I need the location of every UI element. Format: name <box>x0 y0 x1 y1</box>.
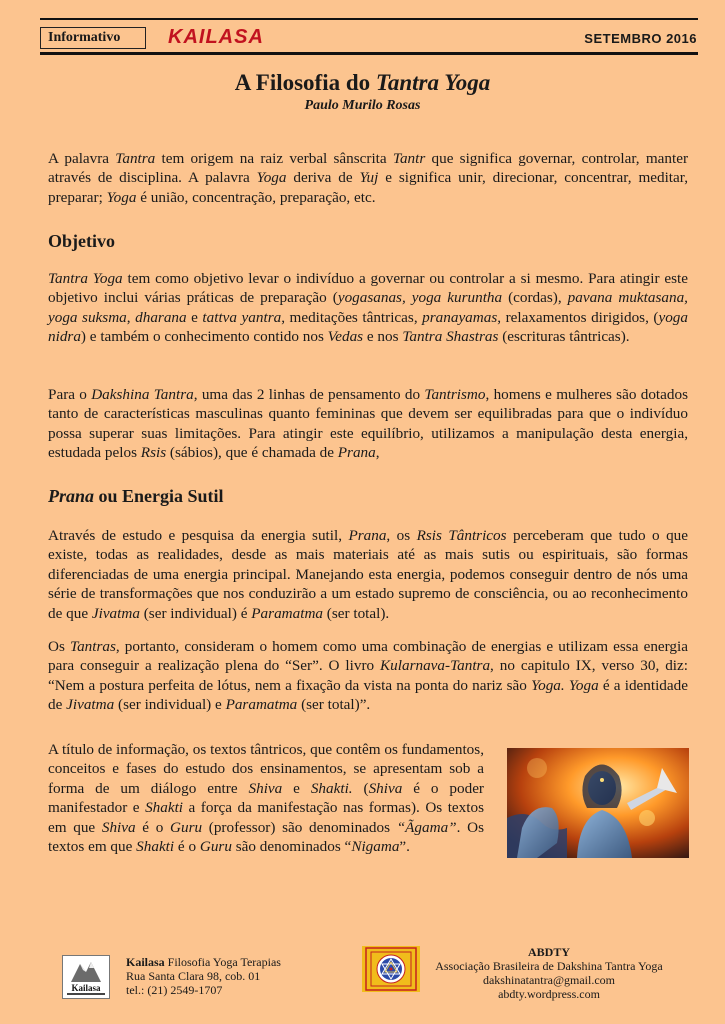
issue-date: SETEMBRO 2016 <box>584 31 697 46</box>
prana-paragraph-3: A título de informação, os textos tântricos, que contêm os fundamentos, conceitos e fases do estudo dos ensinamentos, se apresentam sob a forma de um diálogo entre Shiva e Shakti. (Shiva é o poder manifestador e Shakti a força da manifestação nas formas). Os textos em que Shiva é o Guru (professor) são denominados “Ãgama”. Os textos em que Shakti é o Guru são denominados “Nigama”. <box>48 741 484 856</box>
svg-text:Kailasa: Kailasa <box>71 983 101 993</box>
sri-yantra-logo <box>362 946 420 992</box>
prana-paragraph-1: Através de estudo e pesquisa da energia sutil, Prana, os Rsis Tântricos perceberam que tudo o que existe, todas as realidades, desde as mais materiais até as mais sutis ou espirituais, são formas diferenciadas de uma energia principal. Manejando esta energia, podemos conseguir dentro de nós uma série de transformações que nos conduzirão a um estado supremo de consciência, ou ao reconhecimento de que Jivatma (ser individual) é Paramatma (ser total). <box>48 527 688 622</box>
article-author: Paulo Murilo Rosas <box>304 98 421 113</box>
objetivo-paragraph-2: Para o Dakshina Tantra, uma das 2 linhas de pensamento do Tantrismo, homens e mulheres são dotados tanto de características masculinas quanto femininas que devem ser equilibradas para que o indivíduo possa superar suas limitações. Para atingir este equilíbrio, utilizamos a manipulação desta energia, estudada pelos Rsis (sábios), que é chamada de Prana, <box>48 386 688 462</box>
header-top-rule <box>40 18 698 20</box>
footer-left-contact: Kailasa Filosofia Yoga Terapias Rua Santa Clara 98, cob. 01 tel.: (21) 2549-1707 <box>126 955 281 997</box>
article-title: A Filosofia do Tantra Yoga <box>234 70 491 95</box>
section-heading-objetivo: Objetivo <box>48 231 115 251</box>
section-heading-prana: Prana ou Energia Sutil <box>48 486 224 506</box>
prana-paragraph-2: Os Tantras, portanto, consideram o homem como uma combinação de energias e utilizam essa energia para conseguir a realização plena do “Ser”. O livro Kularnava-Tantra, no capitulo IX, verso 30, diz: “Nem a postura perfeita de lótus, nem a fixação da vista na ponta do nariz são Yoga. Yoga é a identidade de Jivatma (ser individual) e Paramatma (ser total)”. <box>48 638 688 714</box>
header-label: Informativo <box>40 27 146 49</box>
intro-paragraph: A palavra Tantra tem origem na raiz verbal sânscrita Tantr que significa governar, controlar, manter através de disciplina. A palavra Yoga deriva de Yuj e significa unir, direcionar, concentrar, meditar, preparar; Yoga é união, concentração, preparação, etc. <box>48 150 689 206</box>
objetivo-paragraph-1: Tantra Yoga tem como objetivo levar o indivíduo a governar ou controlar a si mesmo. Para atingir este objetivo inclui várias práticas de preparação (yogasanas, yoga kuruntha (cordas), pavana muktasana, yoga suksma, dharana e tattva yantra, meditações tântricas, pranayamas, relaxamentos dirigidos, (yoga nidra) e também o conhecimento contido nos Vedas e nos Tantra Shastras (escrituras tântricas). <box>48 270 688 346</box>
kailasa-logo <box>62 955 110 999</box>
shiva-illustration <box>507 748 689 858</box>
header-bottom-rule <box>40 52 698 55</box>
brand-title: KAILASA <box>168 26 264 48</box>
footer-right-contact: ABDTY Associação Brasileira de Dakshina Tantra Yoga dakshinatantra@gmail.com abdty.wordpress.com <box>435 945 663 1001</box>
